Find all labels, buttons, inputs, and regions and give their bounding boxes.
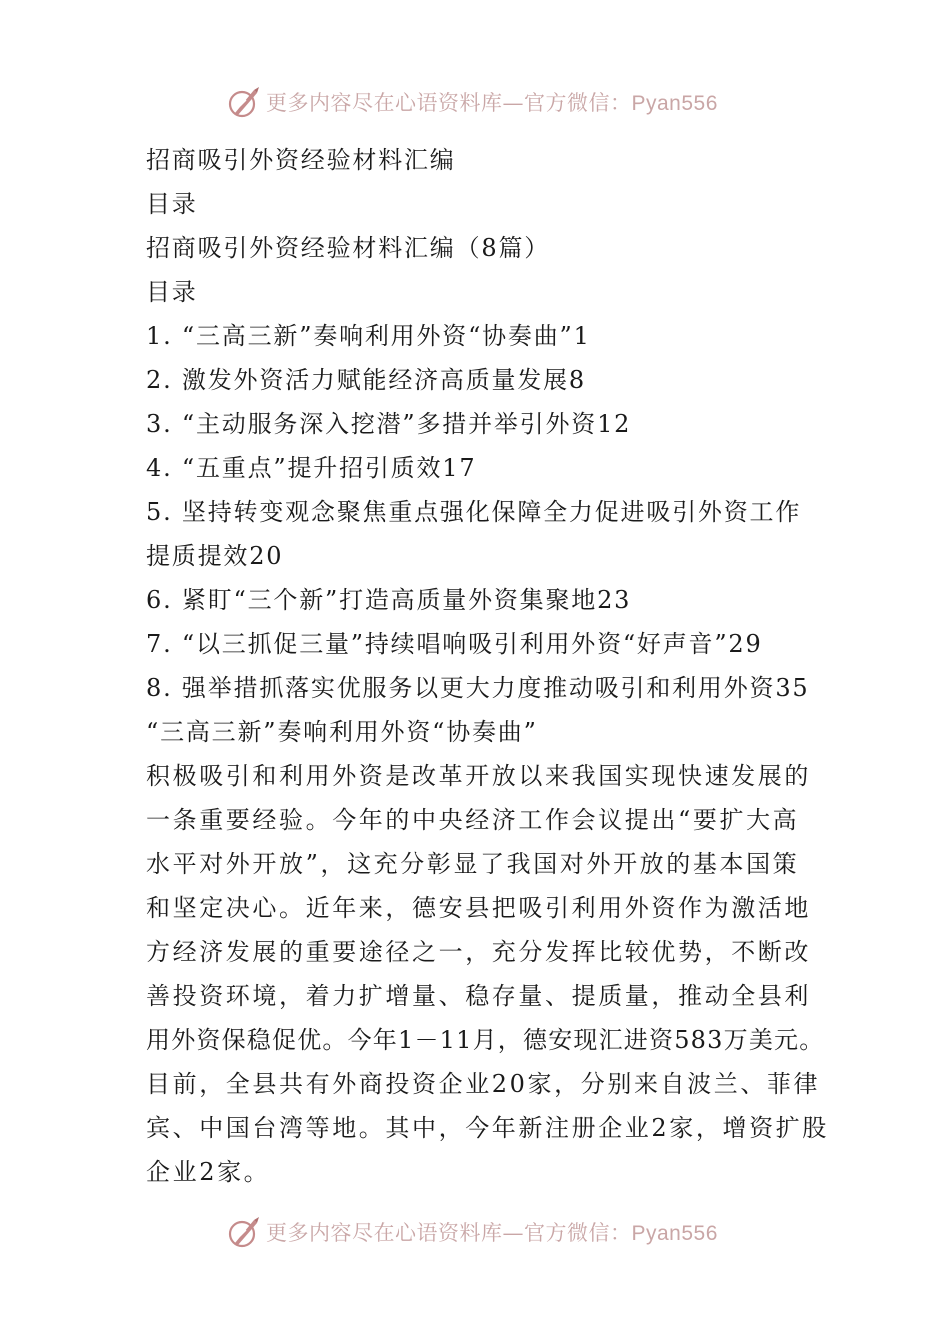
wechat-id: Pyan556	[631, 1222, 718, 1245]
paragraph-line: 企业2家。	[146, 1158, 271, 1186]
toc-item: 7. “以三抓促三量”持续唱响吸引利用外资“好声音”29	[146, 630, 763, 658]
document-body	[146, 138, 829, 1194]
paragraph-line: 目前，全县共有外商投资企业20家，分别来自波兰、菲律	[146, 1070, 821, 1098]
toc-item: 4. “五重点”提升招引质效17	[146, 454, 477, 482]
quill-pen-logo-icon	[226, 1214, 262, 1250]
header-watermark	[226, 82, 718, 122]
wechat-id: Pyan556	[631, 92, 718, 115]
watermark-text: 更多内容尽在心语资料库—官方微信：Pyan556	[266, 91, 718, 115]
paragraph-line: 宾、中国台湾等地。其中，今年新注册企业2家，增资扩股	[146, 1114, 829, 1142]
toc-item: 2. 激发外资活力赋能经济高质量发展8	[146, 366, 586, 394]
paragraph-line: 一条重要经验。今年的中央经济工作会议提出“要扩大高	[146, 806, 800, 834]
paragraph-line: 方经济发展的重要途径之一，充分发挥比较优势，不断改	[146, 938, 811, 966]
paragraph-line: 和坚定决心。近年来，德安县把吸引利用外资作为激活地	[146, 894, 811, 922]
document-title: 招商吸引外资经验材料汇编	[146, 146, 456, 174]
watermark-text: 更多内容尽在心语资料库—官方微信：Pyan556	[266, 1221, 718, 1245]
toc-item: 6. 紧盯“三个新”打造高质量外资集聚地23	[146, 586, 632, 614]
article-title: “三高三新”奏响利用外资“协奏曲”	[146, 718, 538, 746]
document-subtitle: 招商吸引外资经验材料汇编（8篇）	[146, 234, 551, 262]
toc-item: 8. 强举措抓落实优服务以更大力度推动吸引和利用外资35	[146, 674, 810, 702]
toc-heading: 目录	[146, 190, 198, 218]
toc-item-continuation: 提质提效20	[146, 542, 284, 570]
toc-item: 3. “主动服务深入挖潜”多措并举引外资12	[146, 410, 632, 438]
footer-watermark	[226, 1212, 718, 1252]
toc-item: 1. “三高三新”奏响利用外资“协奏曲”1	[146, 322, 591, 350]
quill-pen-logo-icon	[226, 84, 262, 120]
paragraph-line: 用外资保稳促优。今年1－11月，德安现汇进资583万美元。	[146, 1026, 825, 1054]
toc-item: 5. 坚持转变观念聚焦重点强化保障全力促进吸引外资工作	[146, 498, 802, 526]
paragraph-line: 善投资环境，着力扩增量、稳存量、提质量，推动全县利	[146, 982, 811, 1010]
paragraph-line: 水平对外开放”，这充分彰显了我国对外开放的基本国策	[146, 850, 800, 878]
paragraph-line: 积极吸引和利用外资是改革开放以来我国实现快速发展的	[146, 762, 811, 790]
toc-heading: 目录	[146, 278, 198, 306]
